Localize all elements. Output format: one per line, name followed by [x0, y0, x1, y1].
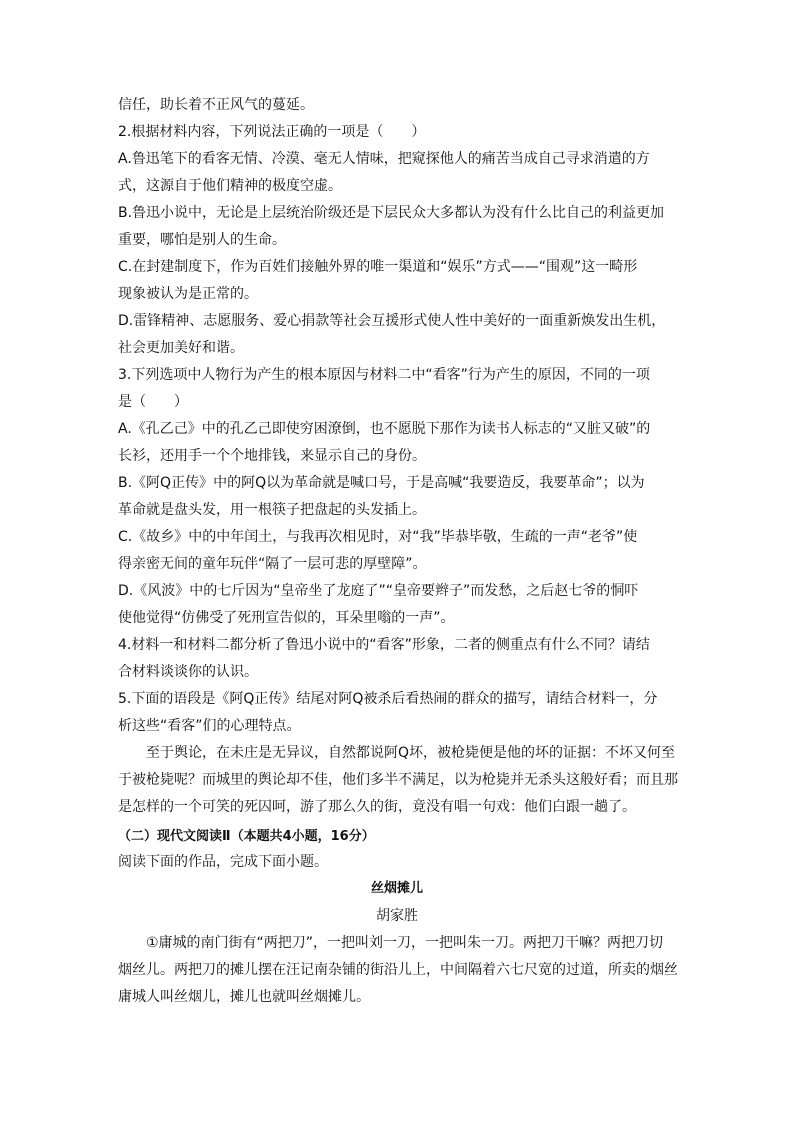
option-c-line-2: 现象被认为是正常的。	[118, 286, 258, 302]
text-line: 信任，助长着不正风气的蔓延。	[118, 97, 314, 113]
question-5-line-2: 析这些“看客”们的心理特点。	[118, 718, 301, 734]
question-3-line-2: 是（ ）	[118, 394, 188, 410]
article-title: 丝烟摊儿	[370, 881, 423, 896]
paragraph-1-line-1: ①庸城的南门街有“两把刀”，一把叫刘一刀，一把叫朱一刀。两把刀干嘛？两把刀切	[146, 935, 664, 951]
instruction: 阅读下面的作品，完成下面小题。	[118, 854, 328, 870]
question-4-line-2: 合材料谈谈你的认识。	[118, 664, 258, 680]
excerpt-line-2: 于被枪毙呢？而城里的舆论却不佳，他们多半不满足，以为枪毙并无杀头这般好看；而且那	[118, 772, 678, 788]
paragraph-1-line-3: 庸城人叫丝烟儿，摊儿也就叫丝烟摊儿。	[118, 989, 370, 1005]
option-a-line-2: 长衫，还用手一个个地排钱，来显示自己的身份。	[118, 448, 426, 464]
question-4-line-1: 4.材料一和材料二都分析了鲁迅小说中的“看客”形象，二者的侧重点有什么不同？请结	[118, 637, 650, 653]
option-d-line-1: D.雷锋精神、志愿服务、爱心捐款等社会互援形式使人性中美好的一面重新焕发出生机，	[118, 313, 666, 329]
section-heading: （二）现代文阅读Ⅱ（本题共4小题，16分）	[118, 829, 375, 844]
option-d-line-2: 使他觉得“仿佛受了死刑宣告似的，耳朵里嗡的一声”。	[118, 610, 455, 626]
option-a-line-2: 式，这源自于他们精神的极度空虚。	[118, 178, 342, 194]
question-5-line-1: 5.下面的语段是《阿Q正传》结尾对阿Q被杀后看热闹的群众的描写，请结合材料一，分	[118, 691, 658, 707]
article-author: 胡家胜	[376, 908, 418, 924]
option-b-line-1: B.《阿Q正传》中的阿Q以为革命就是喊口号，于是高喊“我要造反，我要革命”；以为	[118, 475, 645, 491]
option-a-line-1: A.《孔乙己》中的孔乙己即使穷困潦倒，也不愿脱下那作为读书人标志的“又脏又破”的	[118, 421, 651, 437]
option-c-line-1: C.在封建制度下，作为百姓们接触外界的唯一渠道和“娱乐”方式——“围观”这一畸形	[118, 259, 638, 275]
option-b-line-1: B.鲁迅小说中，无论是上层统治阶级还是下层民众大多都认为没有什么比自己的利益更加	[118, 205, 665, 221]
excerpt-line-3: 是怎样的一个可笑的死囚呵，游了那么久的街，竟没有唱一句戏：他们白跟一趟了。	[118, 799, 636, 815]
option-a-line-1: A.鲁迅笔下的看客无情、冷漠、毫无人情味，把窥探他人的痛苦当成自己寻求消遣的方	[118, 151, 650, 167]
option-d-line-2: 社会更加美好和谐。	[118, 340, 244, 356]
option-c-line-1: C.《故乡》中的中年闰土，与我再次相见时，对“我”毕恭毕敬，生疏的一声“老爷”使	[118, 529, 638, 545]
question-3-line-1: 3.下列选项中人物行为产生的根本原因与材料二中“看客”行为产生的原因，不同的一项	[118, 367, 650, 383]
option-b-line-2: 重要，哪怕是别人的生命。	[118, 232, 286, 248]
option-c-line-2: 得亲密无间的童年玩伴“隔了一层可悲的厚壁障”。	[118, 556, 427, 572]
option-b-line-2: 革命就是盘头发，用一根筷子把盘起的头发插上。	[118, 502, 426, 518]
excerpt-line-1: 至于舆论，在未庄是无异议，自然都说阿Q坏，被枪毙便是他的坏的证据：不坏又何至	[146, 745, 676, 761]
question-2: 2.根据材料内容，下列说法正确的一项是（ ）	[118, 124, 426, 140]
option-d-line-1: D.《风波》中的七斤因为“皇帝坐了龙庭了”“皇帝要辫子”而发愁，之后赵七爷的恫吓	[118, 583, 639, 599]
paragraph-1-line-2: 烟丝儿。两把刀的摊儿摆在汪记南杂铺的街沿儿上，中间隔着六七尺宽的过道，所卖的烟丝	[118, 962, 678, 978]
